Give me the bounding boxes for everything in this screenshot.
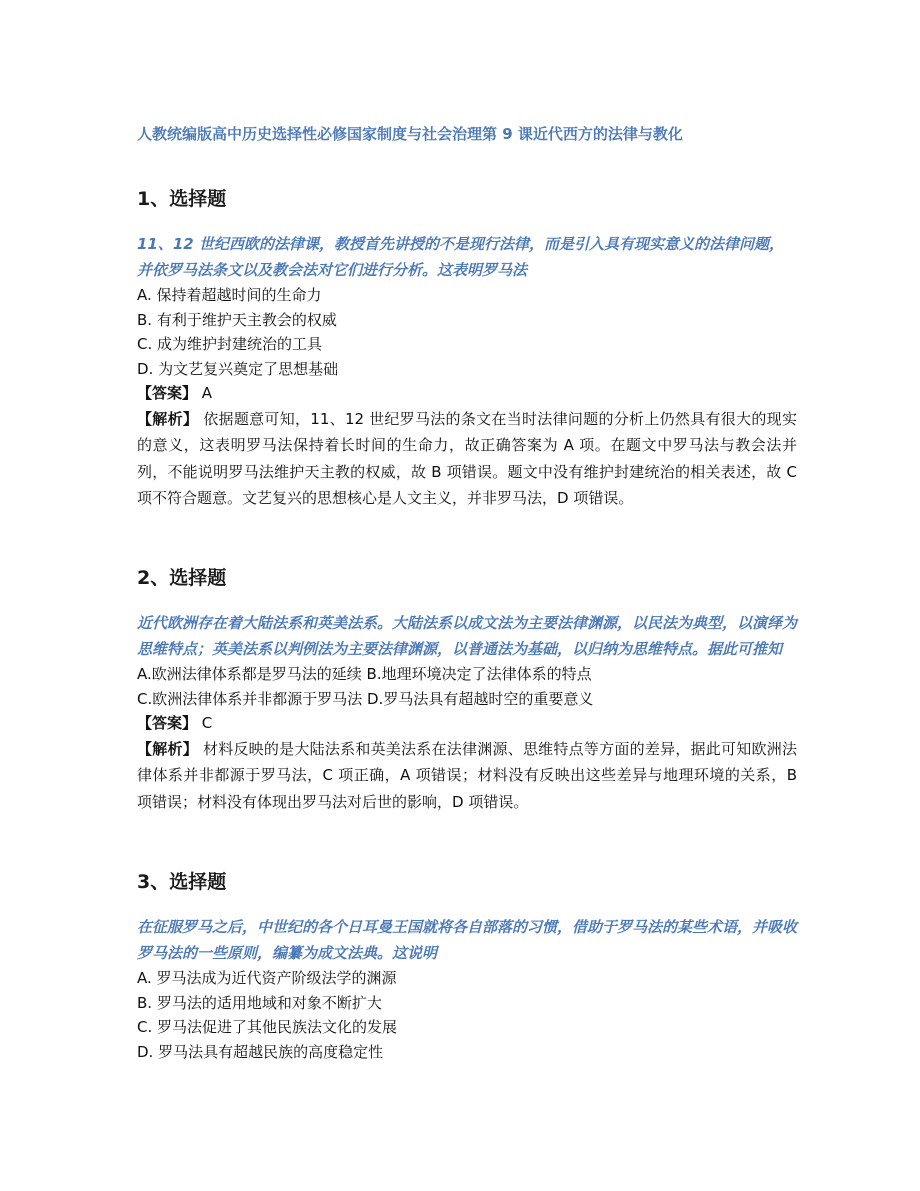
analysis-tag: 【解析】 [137, 739, 198, 758]
option-ab: A.欧洲法律体系都是罗马法的延续 B.地理环境决定了法律体系的特点 [137, 665, 592, 683]
question-stem: 11、12 世纪西欧的法律课，教授首先讲授的不是现行法律，而是引入具有现实意义的法律问题，并依罗马法条文以及教会法对它们进行分析。这表明罗马法 [137, 235, 784, 279]
answer-tag: 【答案】 [137, 714, 198, 732]
analysis-block [137, 736, 797, 816]
answer-line [137, 381, 797, 406]
answer-value: C [201, 714, 213, 732]
option-a: A. 保持着超越时间的生命力 [137, 286, 322, 304]
answer-tag: 【答案】 [137, 384, 198, 402]
option-c: C. 成为维护封建统治的工具 [137, 335, 323, 353]
analysis-text: 材料反映的是大陆法系和英美法系在法律渊源、思维特点等方面的差异，据此可知欧洲法律体系并非都源于罗马法，C 项正确，A 项错误；材料没有反映出这些差异与地理环境的关系，B 项错误；材料没有体现出罗马法对后世的影响，D 项错误。 [137, 739, 797, 811]
option-d: D. 为文艺复兴奠定了思想基础 [137, 359, 339, 378]
question-stem: 在征服罗马之后，中世纪的各个日耳曼王国就将各自部落的习惯，借助于罗马法的某些术语，并吸收罗马法的一些原则，编纂为成文法典。这说明 [137, 918, 798, 962]
question-3 [137, 868, 797, 1064]
question-heading: 3、选择题 [137, 871, 227, 893]
question-heading: 2、选择题 [137, 567, 227, 589]
analysis-block [137, 406, 797, 512]
question-2 [137, 564, 797, 815]
analysis-tag: 【解析】 [137, 409, 199, 428]
option-d: D. 罗马法具有超越民族的高度稳定性 [137, 1042, 384, 1061]
analysis-text: 依据题意可知，11、12 世纪罗马法的条文在当时法律问题的分析上仍然具有很大的现实的意义，这表明罗马法保持着长时间的生命力，故正确答案为 A 项。在题文中罗马法与教会法并列，不能说明罗马法维护天主教的权威，故 B 项错误。题文中没有维护封建统治的相关表述，故 C 项不符合题意。文艺复兴的思想核心是人文主义，并非罗马法，D 项错误。 [137, 409, 797, 507]
option-b: B. 罗马法的适用地域和对象不断扩大 [137, 993, 382, 1012]
option-b: B. 有利于维护天主教会的权威 [137, 310, 337, 329]
question-stem: 近代欧洲存在着大陆法系和英美法系。大陆法系以成文法为主要法律渊源，以民法为典型，以演绎为思维特点；英美法系以判例法为主要法律渊源，以普通法为基础，以归纳为思维特点。据此可推知 [137, 614, 798, 658]
option-cd: C.欧洲法律体系并非都源于罗马法 D.罗马法具有超越时空的重要意义 [137, 689, 594, 708]
option-c: C. 罗马法促进了其他民族法文化的发展 [137, 1018, 398, 1036]
answer-line [137, 711, 797, 736]
question-1 [137, 185, 797, 512]
option-a: A. 罗马法成为近代资产阶级法学的渊源 [137, 969, 397, 987]
document-title: 人教统编版高中历史选择性必修国家制度与社会治理第 9 课近代西方的法律与教化 [137, 125, 683, 143]
question-heading: 1、选择题 [137, 188, 227, 210]
answer-value: A [201, 384, 213, 402]
